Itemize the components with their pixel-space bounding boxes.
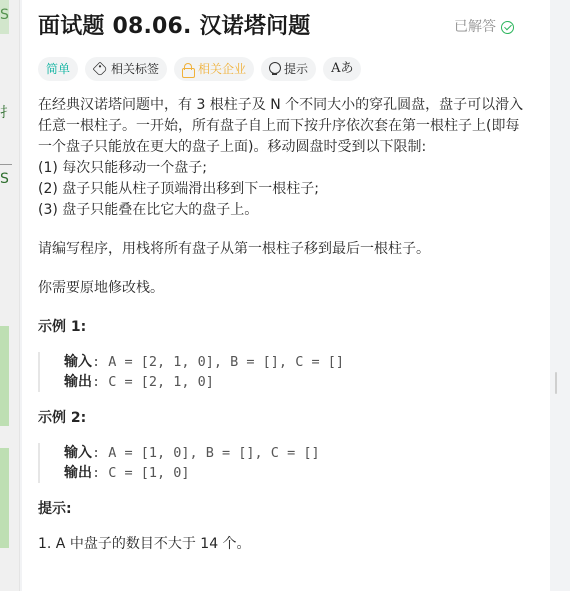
rule-2: (2) 盘子只能从柱子顶端滑出移到下一根柱子; xyxy=(38,181,319,197)
lock-icon xyxy=(182,63,194,76)
example-2-output xyxy=(64,463,526,483)
tag-row xyxy=(38,57,361,81)
example-1-heading: 示例 1: xyxy=(38,319,87,335)
rule-3: (3) 盘子只能叠在比它大的盘子上。 xyxy=(38,202,259,218)
example-2-heading: 示例 2: xyxy=(38,410,87,426)
description-block xyxy=(38,95,526,221)
description-paragraph: 在经典汉诺塔问题中，有 3 根柱子及 N 个不同大小的穿孔圆盘，盘子可以滑入任意一根柱子。一开始，所有盘子自上而下按升序依次套在第一根柱子上(即每一个盘子只能放在更大的盘子上面)。移动圆盘时受到以下限制: xyxy=(38,97,524,155)
difficulty-label: 简单 xyxy=(46,62,71,76)
problem-header xyxy=(38,12,532,42)
solved-status xyxy=(454,17,514,37)
bulb-icon xyxy=(269,62,280,76)
check-circle-icon xyxy=(501,21,514,34)
difficulty-badge[interactable] xyxy=(38,57,78,81)
rule-1: (1) 每次只能移动一个盘子; xyxy=(38,160,207,176)
example-2-input xyxy=(64,443,526,463)
problem-description-panel xyxy=(22,0,550,591)
background-divider xyxy=(0,164,12,165)
related-companies-button[interactable] xyxy=(174,57,254,81)
problem-content xyxy=(38,95,526,555)
related-tags-label: 相关标签 xyxy=(111,62,160,76)
input-label: 输入 xyxy=(64,445,92,461)
example-2-block xyxy=(38,443,526,483)
hint-button[interactable] xyxy=(261,57,316,81)
background-glyph: 扌 xyxy=(0,105,14,121)
related-companies-label: 相关企业 xyxy=(198,62,247,76)
related-tags-button[interactable] xyxy=(85,57,167,81)
example-1-output xyxy=(64,372,526,392)
background-page-edge xyxy=(0,0,20,591)
background-glyph: S xyxy=(0,171,9,187)
background-block xyxy=(0,0,9,34)
panel-resize-area[interactable] xyxy=(550,0,570,591)
hints-list xyxy=(38,534,526,555)
input-value: : A = [1, 0], B = [], C = [] xyxy=(92,445,320,461)
example-1-input xyxy=(64,352,526,372)
problem-title: 面试题 08.06. 汉诺塔问题 xyxy=(38,14,311,39)
translate-button[interactable] xyxy=(323,57,361,81)
resize-handle[interactable] xyxy=(555,372,557,394)
hint-item: 1. A 中盘子的数目不大于 14 个。 xyxy=(38,536,251,552)
input-value: : A = [2, 1, 0], B = [], C = [] xyxy=(92,354,344,370)
background-glyph: S xyxy=(0,7,9,23)
translate-icon: Aあ xyxy=(331,61,354,76)
tag-icon xyxy=(93,62,108,77)
output-label: 输出 xyxy=(64,465,92,481)
hints-heading: 提示: xyxy=(38,501,72,517)
input-label: 输入 xyxy=(64,354,92,370)
background-block xyxy=(0,448,9,548)
inplace-note: 你需要原地修改栈。 xyxy=(38,280,164,296)
example-1-block xyxy=(38,352,526,392)
output-value: : C = [2, 1, 0] xyxy=(92,374,214,390)
task-paragraph: 请编写程序，用栈将所有盘子从第一根柱子移到最后一根柱子。 xyxy=(38,241,430,257)
hint-label: 提示 xyxy=(284,62,309,76)
output-value: : C = [1, 0] xyxy=(92,465,190,481)
solved-label: 已解答 xyxy=(454,19,496,35)
output-label: 输出 xyxy=(64,374,92,390)
background-block xyxy=(0,326,9,426)
